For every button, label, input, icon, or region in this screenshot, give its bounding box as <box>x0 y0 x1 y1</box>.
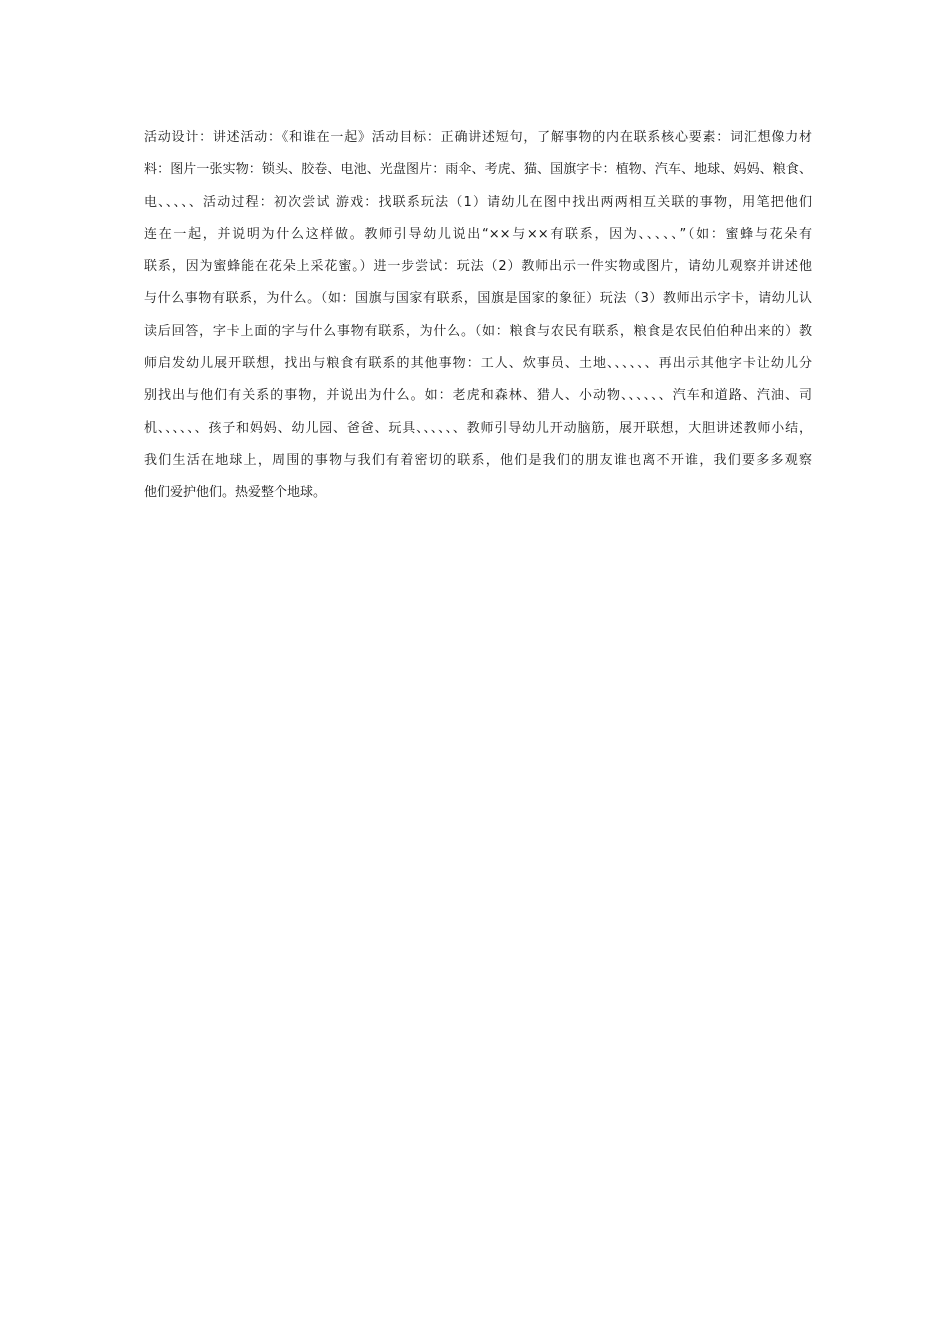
text-line-3: 电、、、、、活动过程：初次尝试 游戏：找联系玩法（1）请幼儿在图中找出两两相互关联的事物，用笔把他们 <box>144 194 812 210</box>
text-line-6: 与什么事物有联系，为什么。（如：国旗与国家有联系，国旗是国家的象征）玩法（3）教师出示字卡，请幼儿认 <box>144 291 812 307</box>
text-line-4: 连在一起，并说明为什么这样做。教师引导幼儿说出“××与××有联系，因为、、、、、”（如：蜜蜂与花朵有 <box>144 226 812 242</box>
document-body <box>144 122 812 510</box>
text-line-10: 机、、、、、、孩子和妈妈、幼儿园、爸爸、玩具、、、、、、教师引导幼儿开动脑筋，展开联想，大胆讲述教师小结， <box>144 420 812 436</box>
text-line-9: 别找出与他们有关系的事物，并说出为什么。如：老虎和森林、猎人、小动物、、、、、、汽车和道路、汽油、司 <box>144 388 812 404</box>
text-line-12: 他们爱护他们。热爱整个地球。 <box>144 485 327 501</box>
text-line-1: 活动设计：讲述活动：《和谁在一起》活动目标：正确讲述短句，了解事物的内在联系核心要素：词汇想像力材 <box>144 130 812 145</box>
text-line-2: 料：图片一张实物：锁头、胶卷、电池、光盘图片：雨伞、考虎、猫、国旗字卡：植物、汽车、地球、妈妈、粮食、 <box>144 162 812 178</box>
text-line-5: 联系，因为蜜蜂能在花朵上采花蜜。）进一步尝试：玩法（2）教师出示一件实物或图片，请幼儿观察并讲述他 <box>144 259 812 275</box>
text-line-11: 我们生活在地球上，周围的事物与我们有着密切的联系，他们是我们的朋友谁也离不开谁，我们要多多观察 <box>144 452 812 468</box>
text-line-7: 读后回答，字卡上面的字与什么事物有联系，为什么。（如：粮食与农民有联系，粮食是农民伯伯种出来的）教 <box>144 323 812 339</box>
text-line-8: 师启发幼儿展开联想，找出与粮食有联系的其他事物：工人、炊事员、土地、、、、、、再出示其他字卡让幼儿分 <box>144 356 812 372</box>
